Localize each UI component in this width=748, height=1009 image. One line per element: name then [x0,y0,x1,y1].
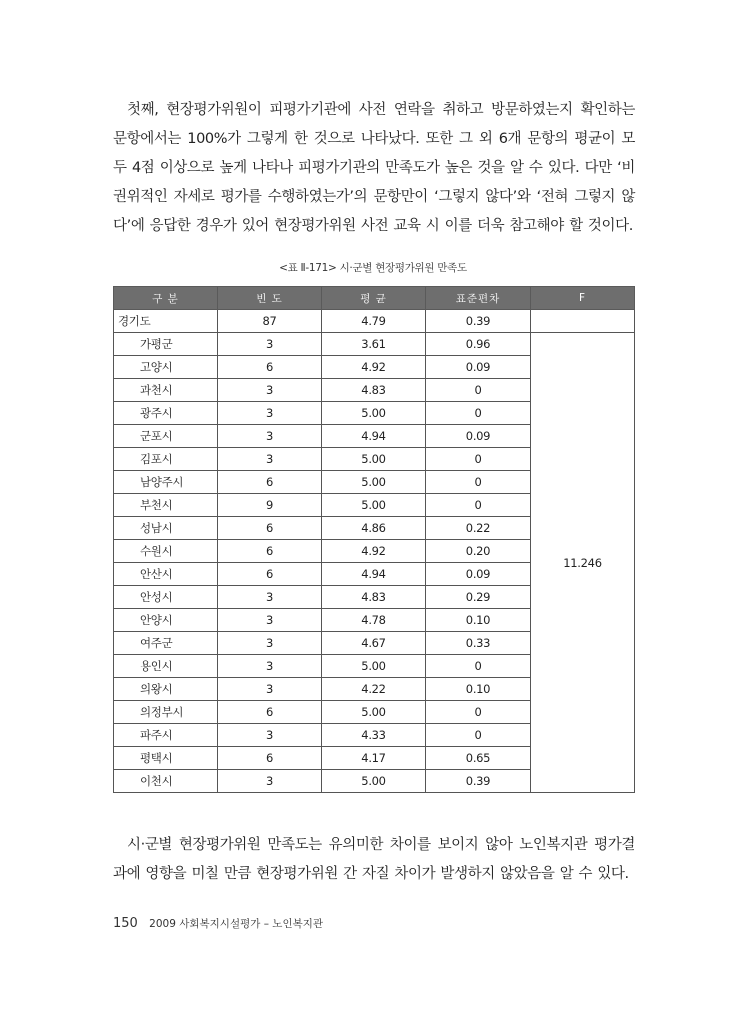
cell-mean: 3.61 [322,333,426,356]
cell-region: 성남시 [114,517,218,540]
cell-region: 의왕시 [114,678,218,701]
cell-frequency: 6 [218,471,322,494]
cell-frequency: 6 [218,517,322,540]
cell-region: 김포시 [114,448,218,471]
cell-mean: 5.00 [322,471,426,494]
cell-region: 이천시 [114,770,218,793]
cell-mean: 4.92 [322,356,426,379]
cell-frequency: 3 [218,655,322,678]
cell-mean: 4.22 [322,678,426,701]
cell-mean: 5.00 [322,655,426,678]
cell-frequency: 6 [218,563,322,586]
cell-std-dev: 0 [426,448,531,471]
cell-mean: 5.00 [322,770,426,793]
body-paragraph-2: 시‧군별 현장평가위원 만족도는 유의미한 차이를 보이지 않아 노인복지관 평가결과에 영향을 미칠 만큼 현장평가위원 간 자질 차이가 발생하지 않았음을 알 수 있다. [113,837,635,882]
cell-region: 가평군 [114,333,218,356]
cell-frequency: 3 [218,632,322,655]
page-footer [113,916,323,931]
cell-mean: 5.00 [322,402,426,425]
cell-f-value: 11.246 [531,333,635,793]
cell-frequency: 6 [218,747,322,770]
cell-region: 용인시 [114,655,218,678]
cell-mean: 4.86 [322,517,426,540]
cell-std-dev: 0.39 [426,770,531,793]
cell-mean: 4.17 [322,747,426,770]
cell-region: 고양시 [114,356,218,379]
cell-frequency: 3 [218,770,322,793]
cell-region: 파주시 [114,724,218,747]
header-std-dev: 표준편차 [426,287,531,310]
cell-mean: 4.67 [322,632,426,655]
cell-region: 경기도 [114,310,218,333]
cell-region: 의정부시 [114,701,218,724]
header-f-value: F [531,287,635,310]
running-title: 2009 사회복지시설평가 – 노인복지관 [149,918,324,930]
table-row [114,333,635,356]
table-caption: <표 Ⅱ-171> 시‧군별 현장평가위원 만족도 [279,262,467,274]
cell-mean: 4.94 [322,563,426,586]
cell-frequency: 3 [218,379,322,402]
cell-region: 남양주시 [114,471,218,494]
cell-std-dev: 0.10 [426,678,531,701]
cell-mean: 4.33 [322,724,426,747]
header-frequency: 빈 도 [218,287,322,310]
header-category: 구 분 [114,287,218,310]
header-mean: 평 균 [322,287,426,310]
cell-frequency: 3 [218,333,322,356]
cell-region: 여주군 [114,632,218,655]
cell-std-dev: 0 [426,379,531,402]
cell-frequency: 3 [218,586,322,609]
cell-mean: 4.94 [322,425,426,448]
cell-std-dev: 0 [426,471,531,494]
cell-std-dev: 0.20 [426,540,531,563]
cell-std-dev: 0.33 [426,632,531,655]
cell-frequency: 3 [218,678,322,701]
body-paragraph-1: 첫째, 현장평가위원이 피평가기관에 사전 연락을 취하고 방문하였는지 확인하는 문항에서는 100%가 그렇게 한 것으로 나타났다. 또한 그 외 6개 문항의 평균이 모두 4점 이상으로 높게 나타나 피평가기관의 만족도가 높은 것을 알 수 있다. 다만 ‘비권위적인 자세로 평가를 수행하였는가’의 문항만이 ‘그렇지 않다’와 ‘전혀 그렇지 않다’에 응답한 경우가 있어 현장평가위원 사전 교육 시 이를 더욱 참고해야 할 것이다. [113,102,635,234]
cell-std-dev: 0.65 [426,747,531,770]
page-number: 150 [113,916,138,931]
cell-region: 안성시 [114,586,218,609]
cell-std-dev: 0.22 [426,517,531,540]
cell-frequency: 3 [218,724,322,747]
cell-frequency: 87 [218,310,322,333]
cell-std-dev: 0.09 [426,563,531,586]
cell-mean: 5.00 [322,701,426,724]
cell-mean: 4.79 [322,310,426,333]
table-row-total [114,310,635,333]
cell-std-dev: 0.39 [426,310,531,333]
cell-mean: 4.83 [322,379,426,402]
cell-region: 안산시 [114,563,218,586]
cell-region: 평택시 [114,747,218,770]
cell-mean: 4.78 [322,609,426,632]
cell-std-dev: 0.29 [426,586,531,609]
cell-region: 안양시 [114,609,218,632]
satisfaction-table [113,286,635,793]
cell-std-dev: 0 [426,655,531,678]
cell-region: 수원시 [114,540,218,563]
cell-frequency: 6 [218,540,322,563]
cell-std-dev: 0 [426,402,531,425]
cell-std-dev: 0 [426,724,531,747]
table-header-row [114,287,635,310]
cell-frequency: 6 [218,356,322,379]
cell-std-dev: 0.09 [426,356,531,379]
cell-mean: 4.83 [322,586,426,609]
cell-region: 과천시 [114,379,218,402]
cell-f-empty [531,310,635,333]
cell-mean: 4.92 [322,540,426,563]
cell-std-dev: 0.10 [426,609,531,632]
cell-std-dev: 0 [426,494,531,517]
cell-mean: 5.00 [322,448,426,471]
cell-frequency: 6 [218,701,322,724]
cell-frequency: 3 [218,448,322,471]
cell-region: 광주시 [114,402,218,425]
cell-mean: 5.00 [322,494,426,517]
cell-frequency: 9 [218,494,322,517]
cell-std-dev: 0.96 [426,333,531,356]
cell-frequency: 3 [218,425,322,448]
cell-std-dev: 0 [426,701,531,724]
cell-region: 부천시 [114,494,218,517]
cell-region: 군포시 [114,425,218,448]
cell-std-dev: 0.09 [426,425,531,448]
cell-frequency: 3 [218,402,322,425]
cell-frequency: 3 [218,609,322,632]
